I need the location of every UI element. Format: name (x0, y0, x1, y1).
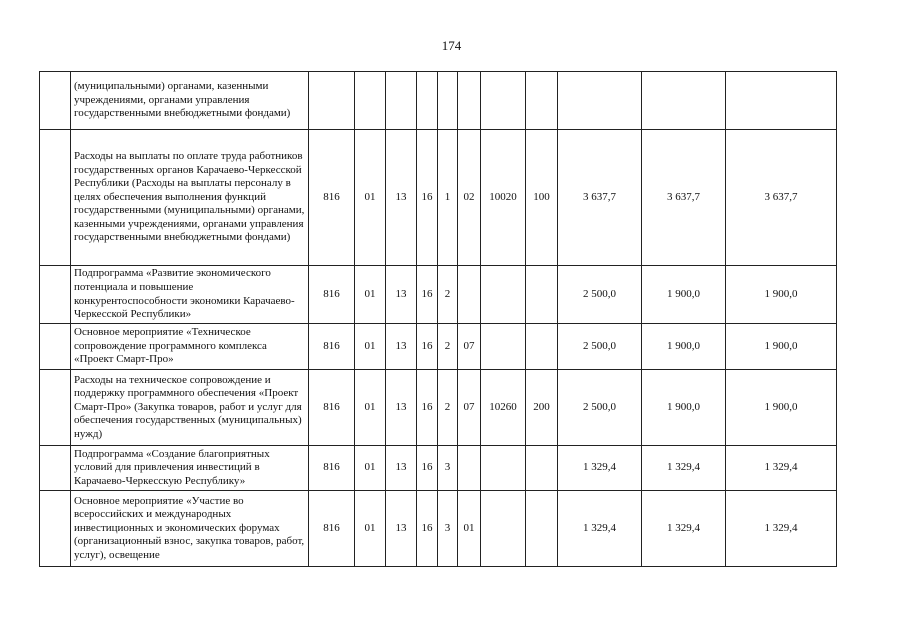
event-code (458, 72, 481, 130)
budget-table (39, 71, 837, 567)
empty-cell (40, 266, 71, 324)
section-code: 01 (355, 130, 386, 266)
ministry-code: 816 (309, 266, 355, 324)
table-row (40, 266, 837, 324)
amount-year-2: 1 329,4 (642, 446, 726, 491)
subsection-code (386, 72, 417, 130)
subprogram-code: 3 (438, 446, 458, 491)
ministry-code: 816 (309, 324, 355, 370)
table-row (40, 370, 837, 446)
subsection-code: 13 (386, 130, 417, 266)
amount-year-3: 1 900,0 (726, 370, 837, 446)
direction-code (481, 491, 526, 567)
expense-type-code (526, 266, 558, 324)
ministry-code: 816 (309, 370, 355, 446)
section-code: 01 (355, 324, 386, 370)
subprogram-code: 2 (438, 370, 458, 446)
empty-cell (40, 72, 71, 130)
event-code: 01 (458, 491, 481, 567)
expense-type-code: 100 (526, 130, 558, 266)
subsection-code: 13 (386, 324, 417, 370)
event-code: 02 (458, 130, 481, 266)
amount-year-2: 1 900,0 (642, 370, 726, 446)
program-code (417, 72, 438, 130)
direction-code: 10260 (481, 370, 526, 446)
row-description: Расходы на техническое сопровождение и поддержку программного обеспечения «Проект Смарт-Про» (Закупка товаров, работ и услуг для обеспечения государственных (муниципальных) нужд) (71, 370, 309, 446)
row-description: Подпрограмма «Развитие экономического потенциала и повышение конкурентоспособности экономики Карачаево-Черкесской Республики» (71, 266, 309, 324)
amount-year-2: 1 900,0 (642, 324, 726, 370)
amount-year-1: 2 500,0 (558, 266, 642, 324)
expense-type-code (526, 72, 558, 130)
table-row (40, 130, 837, 266)
table-row (40, 324, 837, 370)
row-description: (муниципальными) органами, казенными учреждениями, органами управления государственными внебюджетными фондами) (71, 72, 309, 130)
amount-year-3: 1 329,4 (726, 446, 837, 491)
section-code: 01 (355, 266, 386, 324)
program-code: 16 (417, 491, 438, 567)
expense-type-code: 200 (526, 370, 558, 446)
section-code (355, 72, 386, 130)
empty-cell (40, 324, 71, 370)
program-code: 16 (417, 370, 438, 446)
amount-year-2: 1 329,4 (642, 491, 726, 567)
page-number: 174 (441, 38, 462, 53)
amount-year-2 (642, 72, 726, 130)
subprogram-code: 2 (438, 324, 458, 370)
section-code: 01 (355, 491, 386, 567)
program-code: 16 (417, 266, 438, 324)
direction-code: 10020 (481, 130, 526, 266)
amount-year-3 (726, 72, 837, 130)
amount-year-3: 1 900,0 (726, 266, 837, 324)
row-description: Расходы на выплаты по оплате труда работников государственных органов Карачаево-Черкесской Республики (Расходы на выплаты персоналу в целях обеспечения выполнения функций государственными (муниципальными) органами, казенными учреждениями, органами управления государственными внебюджетными фондами) (71, 130, 309, 266)
table-row (40, 446, 837, 491)
amount-year-1: 2 500,0 (558, 324, 642, 370)
amount-year-3: 3 637,7 (726, 130, 837, 266)
subsection-code: 13 (386, 491, 417, 567)
row-description: Подпрограмма «Создание благоприятных условий для привлечения инвестиций в Карачаево-Черкесскую Республику» (71, 446, 309, 491)
amount-year-1: 3 637,7 (558, 130, 642, 266)
ministry-code: 816 (309, 491, 355, 567)
expense-type-code (526, 324, 558, 370)
subsection-code: 13 (386, 266, 417, 324)
event-code (458, 266, 481, 324)
amount-year-1: 1 329,4 (558, 446, 642, 491)
direction-code (481, 72, 526, 130)
amount-year-1: 1 329,4 (558, 491, 642, 567)
amount-year-2: 1 900,0 (642, 266, 726, 324)
subprogram-code: 1 (438, 130, 458, 266)
row-description: Основное мероприятие «Техническое сопровождение программного комплекса «Проект Смарт-Про» (71, 324, 309, 370)
subsection-code: 13 (386, 446, 417, 491)
section-code: 01 (355, 370, 386, 446)
direction-code (481, 266, 526, 324)
amount-year-1 (558, 72, 642, 130)
direction-code (481, 446, 526, 491)
empty-cell (40, 130, 71, 266)
ministry-code (309, 72, 355, 130)
program-code: 16 (417, 130, 438, 266)
table-row (40, 491, 837, 567)
section-code: 01 (355, 446, 386, 491)
subprogram-code: 3 (438, 491, 458, 567)
expense-type-code (526, 491, 558, 567)
table-row (40, 72, 837, 130)
event-code: 07 (458, 370, 481, 446)
program-code: 16 (417, 324, 438, 370)
direction-code (481, 324, 526, 370)
empty-cell (40, 370, 71, 446)
amount-year-3: 1 329,4 (726, 491, 837, 567)
program-code: 16 (417, 446, 438, 491)
subprogram-code: 2 (438, 266, 458, 324)
expense-type-code (526, 446, 558, 491)
empty-cell (40, 446, 71, 491)
subsection-code: 13 (386, 370, 417, 446)
amount-year-3: 1 900,0 (726, 324, 837, 370)
amount-year-2: 3 637,7 (642, 130, 726, 266)
ministry-code: 816 (309, 130, 355, 266)
row-description: Основное мероприятие «Участие во всероссийских и международных инвестиционных и экономических форумах (организационный взнос, закупка товаров, работ, услуг), освещение (71, 491, 309, 567)
event-code: 07 (458, 324, 481, 370)
subprogram-code (438, 72, 458, 130)
event-code (458, 446, 481, 491)
empty-cell (40, 491, 71, 567)
amount-year-1: 2 500,0 (558, 370, 642, 446)
ministry-code: 816 (309, 446, 355, 491)
